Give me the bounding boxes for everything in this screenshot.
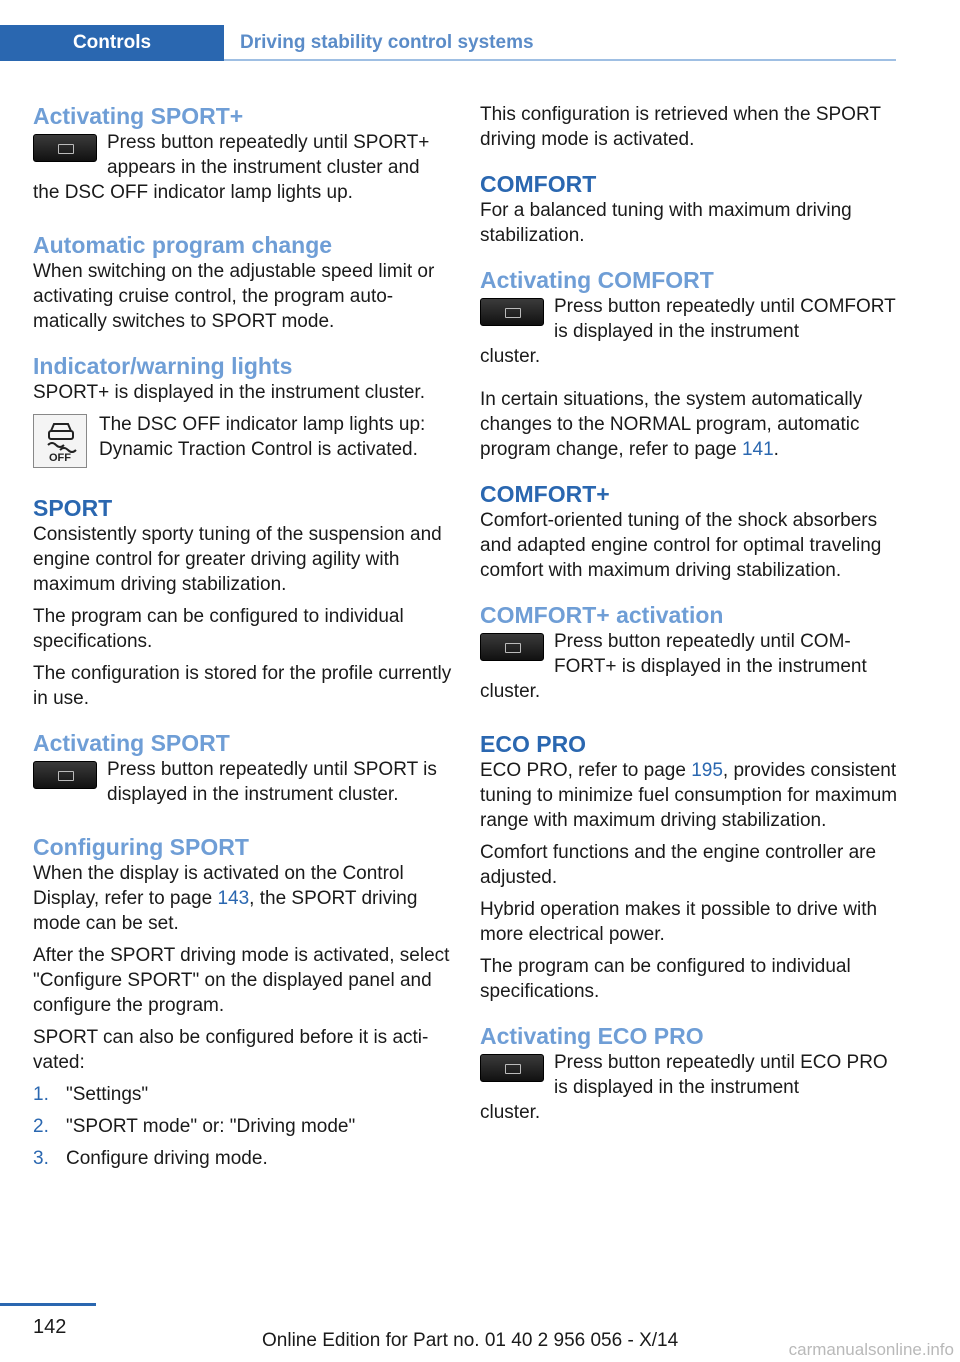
configuring-paragraph-1: When the display is activated on the Control Display, refer to page 143, the SPORT driving mode can be set. [33,863,418,934]
page-header [0,25,896,63]
activating-eco-pro-text-continued: cluster. [480,1102,541,1123]
heading-automatic-program-change: Automatic program change [33,232,333,258]
situations-text: In certain situations, the system automatically changes to the NORMAL program, automatic program change, refer to page 141. [480,389,863,460]
configuring-paragraph-3: SPORT can also be configured before it is activated: [33,1027,429,1073]
section-title: Driving stability control systems [240,32,534,53]
heading-indicator-lights: Indicator/warning lights [33,353,293,379]
comfort-plus-text: Comfort-oriented tuning of the shock absorbers and adapted engine control for optimal traveling comfort with maximum driving stabilization. [480,510,882,581]
comfort-instruction [480,294,900,369]
sport-paragraph-2: The program can be configured to individual specifications. [33,606,404,652]
eco-pro-paragraph-3: Hybrid operation makes it possible to drive with more electrical power. [480,899,878,945]
right-column [480,102,900,1125]
configure-steps-list [33,1082,453,1171]
automatic-program-text: When switching on the adjustable speed limit or activating cruise control, the program automatically switches to SPORT mode. [33,261,435,332]
comfort-plus-instruction [480,629,900,704]
heading-comfort: COMFORT [480,171,597,197]
page-link-141[interactable]: 141 [741,439,774,460]
sport-plus-text: Press button repeatedly until SPORT+ appears in the instrument cluster and [107,132,430,178]
driving-mode-button-icon [33,134,97,162]
list-item: 2. "SPORT mode" or: "Driving mode" [33,1116,356,1137]
driving-mode-button-icon [480,298,544,326]
sport-paragraph-1: Consistently sporty tuning of the suspension and engine control for greater driving agility with maximum driving stabilization. [33,524,442,595]
activating-eco-pro-text: Press button repeatedly until ECO PRO is displayed in the instrument [554,1052,888,1098]
driving-mode-button-icon [480,633,544,661]
configuring-paragraph-2: After the SPORT driving mode is activated, select "Configure SPORT" on the displayed panel and configure the program. [33,945,450,1016]
indicator-text: SPORT+ is displayed in the instrument cluster. [33,382,425,403]
heading-sport: SPORT [33,495,113,521]
heading-activating-sport-plus: Activating SPORT+ [33,103,244,129]
comfort-plus-activation-text: Press button repeatedly until COMFORT+ is displayed in the instrument [554,631,867,677]
activating-sport-text: Press button repeatedly until SPORT is displayed in the instrument cluster. [107,759,437,805]
sport-plus-instruction [33,130,453,205]
page-link-143[interactable]: 143 [217,888,250,909]
dsc-off-indicator-row [33,412,453,468]
page-number: 142 [33,1316,67,1338]
list-item: 1. "Settings" [33,1084,149,1105]
activating-comfort-text: Press button repeatedly until COMFORT is displayed in the instrument [554,296,896,342]
dsc-off-lamp-icon [33,414,87,468]
left-column [33,102,453,1178]
driving-mode-button-icon [33,761,97,789]
heading-activating-comfort: Activating COMFORT [480,267,714,293]
eco-pro-paragraph-2: Comfort functions and the engine controller are adjusted. [480,842,877,888]
list-item: 3. Configure driving mode. [33,1148,268,1169]
dsc-off-text: The DSC OFF indicator lamp lights up: Dynamic Traction Control is activated. [99,414,426,460]
heading-configuring-sport: Configuring SPORT [33,834,249,860]
heading-comfort-plus: COMFORT+ [480,481,610,507]
lamp-off-label: OFF [49,452,71,464]
sport-paragraph-3: The configuration is stored for the profile currently in use. [33,663,452,709]
heading-activating-eco-pro: Activating ECO PRO [480,1023,704,1049]
sport-plus-text-continued: the DSC OFF indicator lamp lights up. [33,182,353,203]
eco-pro-instruction [480,1050,900,1125]
comfort-plus-activation-text-continued: cluster. [480,681,541,702]
header-rule [224,59,896,61]
comfort-text: For a balanced tuning with maximum driving stabilization. [480,200,852,246]
edition-text: Online Edition for Part no. 01 40 2 956 056 - X/14 [262,1330,679,1351]
eco-pro-paragraph-1: ECO PRO, refer to page 195, provides consistent tuning to minimize fuel consumption for maximum range with maximum driving stabilization. [480,760,898,831]
driving-mode-button-icon [480,1054,544,1082]
heading-comfort-plus-activation: COMFORT+ activation [480,602,724,628]
activating-comfort-text-continued: cluster. [480,346,541,367]
eco-pro-paragraph-4: The program can be configured to individual specifications. [480,956,851,1002]
intro-text: This configuration is retrieved when the SPORT driving mode is activated. [480,104,881,150]
watermark: carmanualsonline.info [788,1340,954,1359]
sport-instruction [33,757,453,807]
page-link-195[interactable]: 195 [691,760,723,781]
footer-rule [0,1303,96,1306]
chapter-tab[interactable]: Controls [0,25,224,61]
heading-activating-sport: Activating SPORT [33,730,230,756]
heading-eco-pro: ECO PRO [480,731,587,757]
